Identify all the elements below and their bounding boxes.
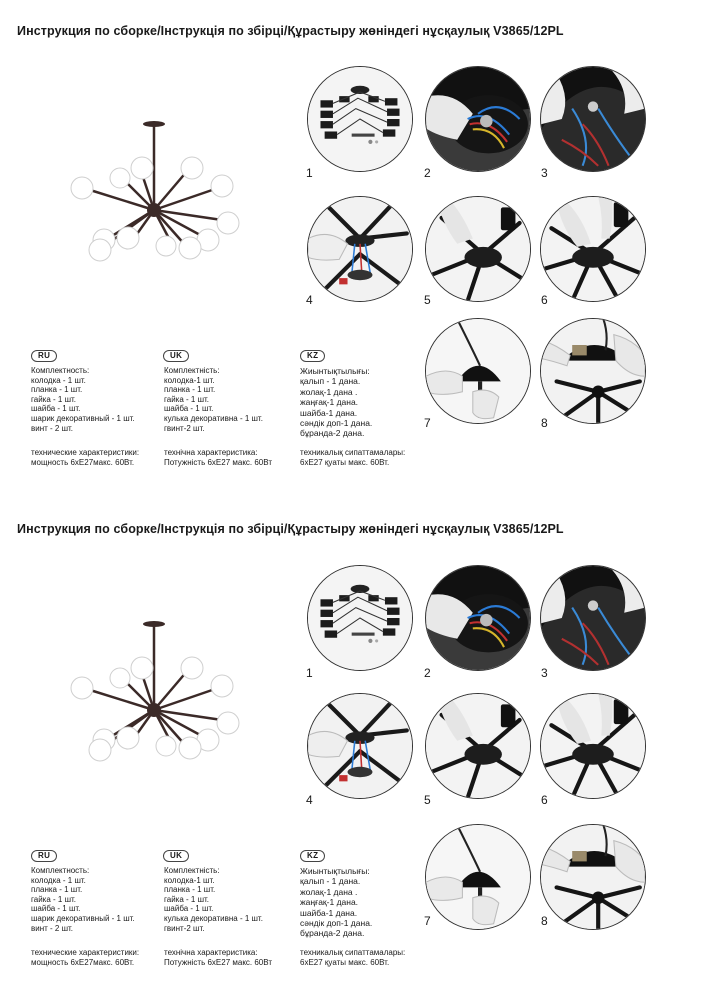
contents-item: винт - 2 шт. [31, 923, 73, 933]
contents-item: шайба - 1 шт. [164, 404, 214, 414]
step-number: 6 [541, 293, 548, 307]
contents-item: колодка-1 шт. [164, 875, 215, 885]
specs-ru [31, 448, 139, 468]
package-contents-ru [31, 866, 135, 933]
specs-value: Потужність 6хЕ27 макс. 60Вт [164, 958, 272, 967]
specs-label: техникалық сипаттамалары: [300, 448, 406, 457]
contents-item: колодка-1 шт. [164, 375, 215, 385]
package-contents-uk [164, 366, 263, 433]
contents-item: гайка - 1 шт. [31, 894, 76, 904]
step-number: 3 [541, 666, 548, 680]
specs-value: Потужність 6хЕ27 макс. 60Вт [164, 458, 272, 467]
specs-ru [31, 948, 139, 968]
contents-item: планка - 1 шт. [31, 385, 83, 395]
contents-item: жолақ-1 дана . [300, 386, 358, 397]
step-photo-7 [425, 318, 531, 424]
step-number: 7 [424, 416, 431, 430]
specs-label: техникалық сипаттамалары: [300, 948, 406, 957]
contents-item: шайба-1 дана. [300, 407, 358, 418]
specs-value: мощность 6хЕ27макс. 60Вт. [31, 458, 135, 467]
contents-item: қалып - 1 дана. [300, 376, 361, 387]
specs-value: 6хЕ27 қуаты макс. 60Вт. [300, 958, 390, 967]
chandelier-illustration [62, 618, 252, 768]
step-photo-5 [425, 693, 531, 799]
step-photo-5 [425, 196, 531, 302]
specs-value: мощность 6хЕ27макс. 60Вт. [31, 958, 135, 967]
contents-item: шайба - 1 шт. [31, 904, 81, 914]
chandelier-illustration [62, 118, 252, 268]
lang-badge-ru: RU [31, 850, 57, 862]
step-number: 6 [541, 793, 548, 807]
contents-item: гайка - 1 шт. [164, 894, 209, 904]
package-contents-kz [300, 866, 372, 939]
step-photo-3 [540, 66, 646, 172]
contents-item: планка - 1 шт. [31, 885, 83, 895]
step-number: 5 [424, 793, 431, 807]
contents-heading: Комплектность: [31, 366, 90, 375]
contents-heading: Комплектность: [31, 866, 90, 875]
lang-badge-uk: UK [163, 350, 189, 362]
contents-heading: Комплектність: [164, 866, 220, 875]
step-number: 8 [541, 416, 548, 430]
step-number: 4 [306, 293, 313, 307]
contents-item: шарик декоративный - 1 шт. [31, 913, 135, 923]
specs-label: технические характеристики: [31, 448, 140, 457]
step-number: 1 [306, 666, 313, 680]
step-number: 8 [541, 914, 548, 928]
step-number: 4 [306, 793, 313, 807]
contents-item: бұранда-2 дана. [300, 428, 365, 439]
specs-label: технічна характеристика: [164, 448, 258, 457]
instruction-sheet-bottom [0, 500, 707, 1000]
contents-item: жаңғақ-1 дана. [300, 397, 359, 408]
lang-badge-ru: RU [31, 350, 57, 362]
specs-kz [300, 448, 405, 468]
contents-item: винт - 2 шт. [31, 423, 73, 433]
contents-item: жаңғақ-1 дана. [300, 897, 359, 908]
contents-item: шайба - 1 шт. [31, 404, 81, 414]
contents-item: сәндік доп-1 дана. [300, 917, 373, 928]
step-number: 2 [424, 666, 431, 680]
step-photo-8 [540, 824, 646, 930]
contents-item: гвинт-2 шт. [164, 423, 205, 433]
specs-uk [164, 948, 272, 968]
contents-item: шарик декоративный - 1 шт. [31, 413, 135, 423]
step-number: 7 [424, 914, 431, 928]
contents-item: жолақ-1 дана . [300, 886, 358, 897]
contents-item: кулька декоративна - 1 шт. [164, 413, 263, 423]
specs-value: 6хЕ27 қуаты макс. 60Вт. [300, 458, 390, 467]
step-photo-4 [307, 693, 413, 799]
step-photo-6 [540, 693, 646, 799]
step-photo-7 [425, 824, 531, 930]
step-photo-2 [425, 565, 531, 671]
step-photo-4 [307, 196, 413, 302]
contents-item: гвинт-2 шт. [164, 923, 205, 933]
lang-badge-uk: UK [163, 850, 189, 862]
step-photo-1 [307, 565, 413, 671]
contents-item: қалып - 1 дана. [300, 876, 361, 887]
contents-item: шайба - 1 шт. [164, 904, 214, 914]
step-number: 2 [424, 166, 431, 180]
step-photo-1 [307, 66, 413, 172]
page-title: Инструкция по сборке/Інструкція по збірці/Құрастыру жөніндегі нұсқаулық V3865/12PL [17, 24, 564, 38]
contents-item: колодка - 1 шт. [31, 375, 86, 385]
contents-heading: Жиынтықтылығы: [300, 366, 370, 376]
step-number: 5 [424, 293, 431, 307]
specs-label: технічна характеристика: [164, 948, 258, 957]
specs-kz [300, 948, 405, 968]
contents-item: бұранда-2 дана. [300, 928, 365, 939]
step-photo-8 [540, 318, 646, 424]
contents-item: колодка - 1 шт. [31, 875, 86, 885]
contents-item: шайба-1 дана. [300, 907, 358, 918]
contents-item: гайка - 1 шт. [164, 394, 209, 404]
step-photo-2 [425, 66, 531, 172]
contents-item: гайка - 1 шт. [31, 394, 76, 404]
contents-item: планка - 1 шт. [164, 385, 216, 395]
page-title: Инструкция по сборке/Інструкція по збірці/Құрастыру жөніндегі нұсқаулық V3865/12PL [17, 522, 564, 536]
step-photo-3 [540, 565, 646, 671]
step-number: 3 [541, 166, 548, 180]
contents-item: сәндік доп-1 дана. [300, 417, 373, 428]
lang-badge-kz: KZ [300, 350, 325, 362]
contents-item: планка - 1 шт. [164, 885, 216, 895]
contents-item: кулька декоративна - 1 шт. [164, 913, 263, 923]
specs-uk [164, 448, 272, 468]
specs-label: технические характеристики: [31, 948, 140, 957]
lang-badge-kz: KZ [300, 850, 325, 862]
contents-heading: Жиынтықтылығы: [300, 866, 370, 876]
step-photo-6 [540, 196, 646, 302]
contents-heading: Комплектність: [164, 366, 220, 375]
step-number: 1 [306, 166, 313, 180]
package-contents-uk [164, 866, 263, 933]
package-contents-kz [300, 366, 372, 439]
package-contents-ru [31, 366, 135, 433]
